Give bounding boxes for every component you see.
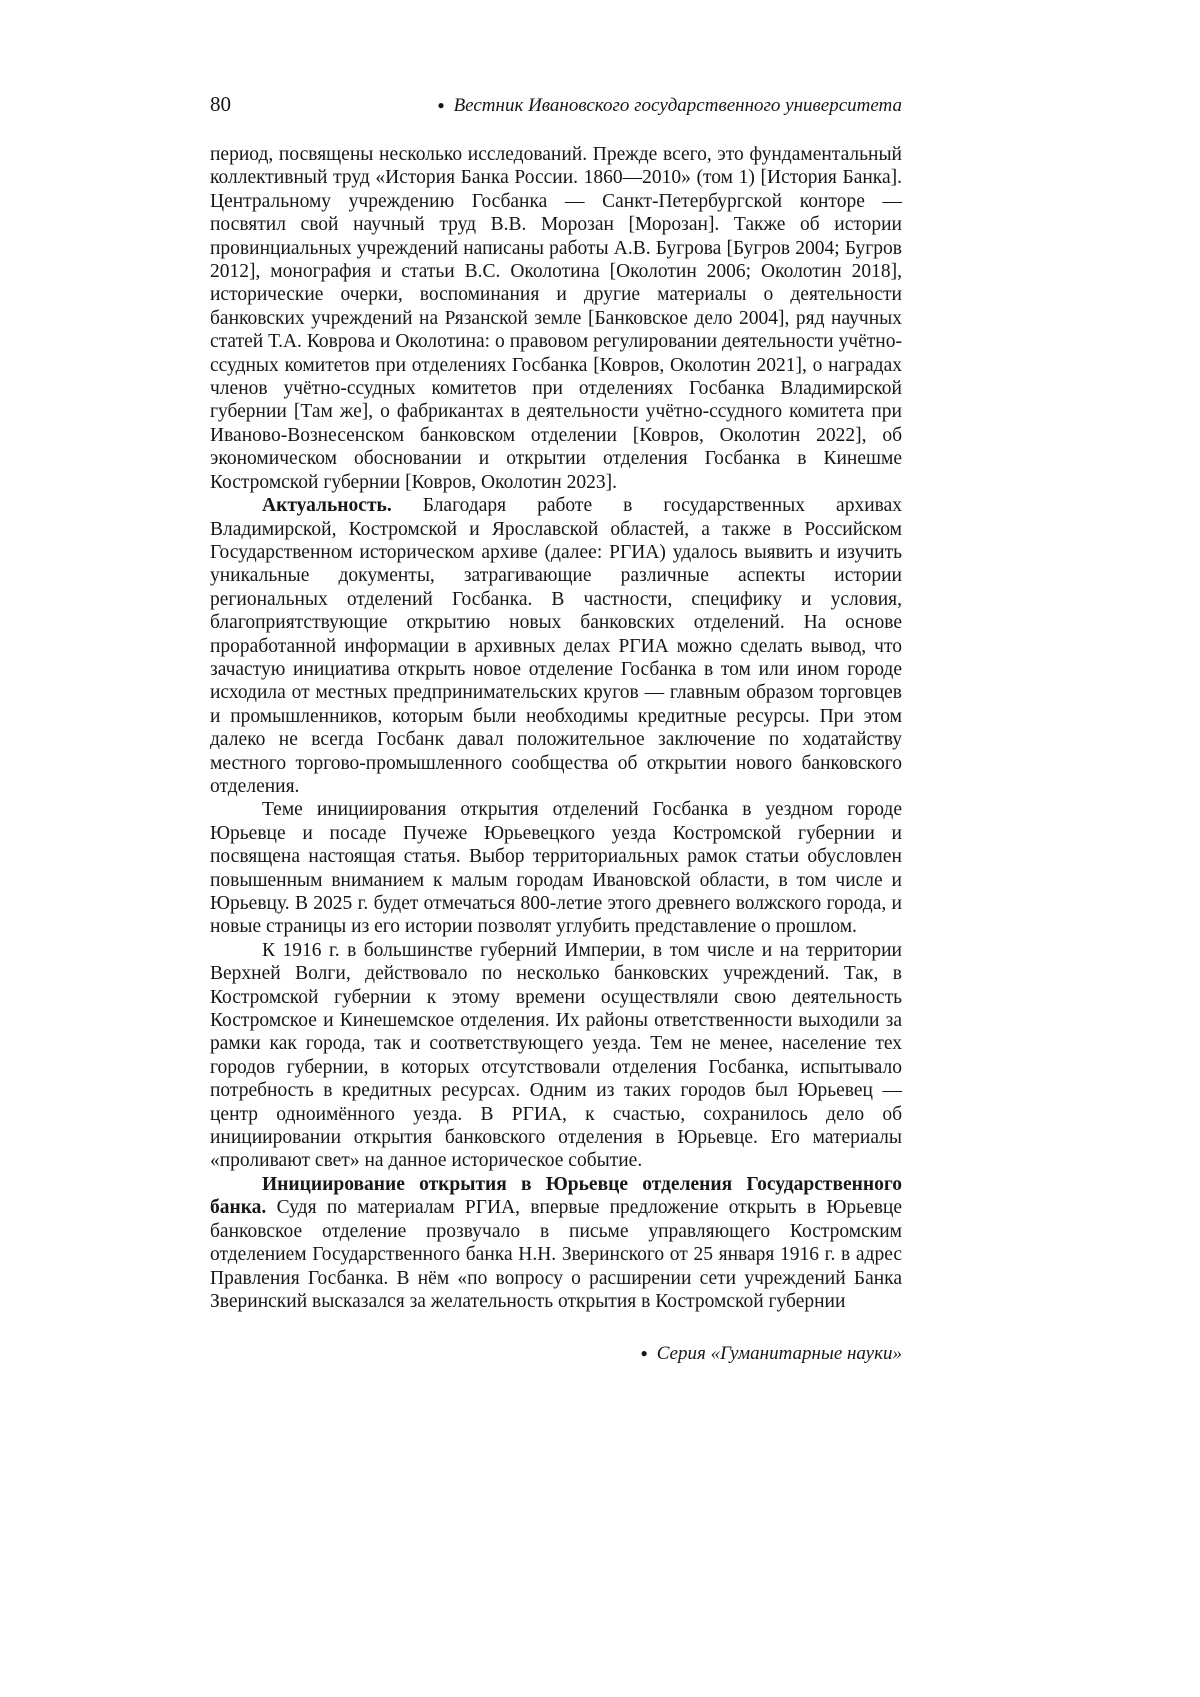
- paragraph-5-text: Судя по материалам РГИА, впервые предложение открыть в Юрьевце банковское отделение прозвучало в письме управляющего Костромским отделением Государственного банка Н.Н. Зверинского от 25 января 1916 г. в адрес Правления Госбанка. В нём «по вопросу о расширении сети учреждений Банка Зверинский высказался за желательность открытия в Костромской губернии: [210, 1197, 902, 1312]
- running-title-text: Вестник Ивановского государственного университета: [453, 95, 902, 116]
- paragraph-4-text: К 1916 г. в большинстве губерний Империи, в том числе и на территории Верхней Волги, действовало по несколько банковских учреждений. Так, в Костромской губернии к этому времени осуществляли свою деятельность Костромское и Кинешемское отделения. Их районы ответственности выходили за рамки как города, так и соответствующего уезда. Тем не менее, население тех городов губернии, в которых отсутствовали отделения Госбанка, испытывало потребность в кредитных ресурсах. Одним из таких городов был Юрьевец — центр одноимённого уезда. В РГИА, к счастью, сохранилось дело об инициировании открытия банковского отделения в Юрьевце. Его материалы «проливают свет» на данное историческое событие.: [210, 939, 902, 1172]
- page-footer: [641, 1343, 903, 1365]
- paragraph-2-lead: Актуальность.: [262, 495, 392, 517]
- page-number: 80: [210, 92, 231, 116]
- running-title: [437, 95, 902, 117]
- paragraph-3-text: Теме инициирования открытия отделений Госбанка в уездном городе Юрьевце и посаде Пучеже Юрьевецкого уезда Костромской губернии и посвящена настоящая статья. Выбор территориальных рамок статьи обусловлен повышенным вниманием к малым городам Ивановской области, в том числе и Юрьевцу. В 2025 г. будет отмечаться 800-летие этого древнего волжского города, и новые страницы из его истории позволят углубить представление о прошлом.: [210, 799, 902, 938]
- paragraph-5-lead: Инициирование открытия в Юрьевце отделения Государственного банка.: [210, 1173, 902, 1219]
- paragraph-4: [210, 939, 902, 1173]
- bullet-icon: ●: [437, 98, 445, 112]
- footer-series-text: Серия «Гуманитарные науки»: [656, 1343, 902, 1364]
- bullet-icon: ●: [640, 1346, 648, 1360]
- page-header: [210, 92, 902, 117]
- article-body: [210, 143, 902, 1313]
- paragraph-1: [210, 143, 902, 494]
- paragraph-2: [210, 494, 902, 798]
- paragraph-2-text: Благодаря работе в государственных архивах Владимирской, Костромской и Ярославской областей, а также в Российском Государственном историческом архиве (далее: РГИА) удалось выявить и изучить уникальные документы, затрагивающие различные аспекты истории региональных отделений Госбанка. В частности, специфику и условия, благоприятствующие открытию новых банковских отделений. На основе проработанной информации в архивных делах РГИА можно сделать вывод, что зачастую инициатива открыть новое отделение Госбанка в том или ином городе исходила от местных предпринимательских кругов — главным образом торговцев и промышленников, которым были необходимы кредитные ресурсы. При этом далеко не всегда Госбанк давал положительное заключение по ходатайству местного торгово-промышленного сообщества об открытии нового банковского отделения.: [210, 495, 902, 797]
- paragraph-5: [210, 1173, 902, 1313]
- paragraph-3: [210, 798, 902, 938]
- paragraph-1-text: период, посвящены несколько исследований. Прежде всего, это фундаментальный коллективный труд «История Банка России. 1860—2010» (том 1) [История Банка]. Центральному учреждению Госбанка — Санкт-Петербургской конторе — посвятил свой научный труд В.В. Морозан [Морозан]. Также об истории провинциальных учреждений написаны работы А.В. Бугрова [Бугров 2004; Бугров 2012], монография и статьи В.С. Околотина [Околотин 2006; Околотин 2018], исторические очерки, воспоминания и другие материалы о деятельности банковских учреждений на Рязанской земле [Банковское дело 2004], ряд научных статей Т.А. Коврова и Околотина: о правовом регулировании деятельности учётно-ссудных комитетов при отделениях Госбанка [Ковров, Околотин 2021], о наградах членов учётно-ссудных комитетов при отделениях Госбанка Владимирской губернии [Там же], о фабрикантах в деятельности учётно-ссудного комитета при Иваново-Вознесенском банковском отделении [Ковров, Околотин 2022], об экономическом обосновании и открытии отделения Госбанка в Кинешме Костромской губернии [Ковров, Околотин 2023].: [210, 144, 902, 493]
